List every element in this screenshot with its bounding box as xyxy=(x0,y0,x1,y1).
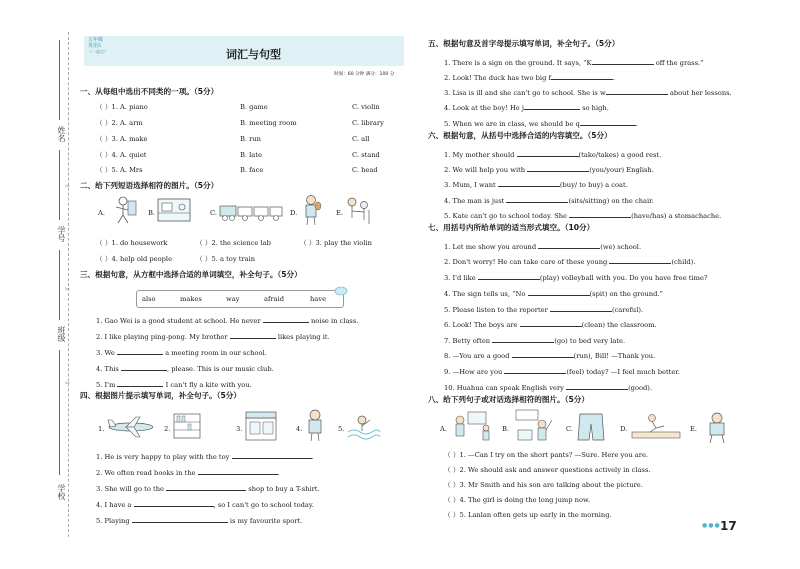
answer-blank[interactable] xyxy=(520,319,582,327)
answer-blank[interactable] xyxy=(134,499,214,507)
s8-pic-c-letter: C. xyxy=(566,425,574,433)
sidebar-write-line xyxy=(59,150,60,220)
answer-blank[interactable] xyxy=(566,382,628,390)
answer-blank[interactable] xyxy=(580,118,636,126)
s1-q4-b: B. late xyxy=(240,151,262,159)
cloud-icon xyxy=(334,284,348,296)
s2-pic-d-letter: D. xyxy=(290,209,298,217)
toy-train-picture xyxy=(218,202,284,222)
s3-line-2: 2. I like playing ping-pong. My brother likes playing it. xyxy=(96,333,330,341)
s2-pic-e-letter: E. xyxy=(336,209,344,217)
section-2-heading: 二、给下列短语选择相符的图片。（5分） xyxy=(80,181,219,190)
answer-blank[interactable] xyxy=(230,331,276,339)
s2-item-5: （ ）5. a toy train xyxy=(196,255,256,263)
s2-item-1: （ ）1. do housework xyxy=(96,239,168,247)
s4-pic-5-number: 5. xyxy=(338,425,345,433)
page-title: 词汇与句型 xyxy=(226,48,281,61)
s8-pic-a-letter: A. xyxy=(440,425,447,433)
s7-line-3: 3. I'd like (play) volleyball with you. Do you have free time? xyxy=(444,274,708,282)
answer-blank[interactable] xyxy=(506,195,568,203)
answer-blank[interactable] xyxy=(517,149,579,157)
answer-blank[interactable] xyxy=(117,379,163,387)
s5-line-2: 2. Look! The duck has two big f . xyxy=(444,74,616,82)
answer-blank[interactable] xyxy=(512,350,574,358)
s4-pic-1-number: 1. xyxy=(98,425,105,433)
s1-q2-a: （ ）2. A. arm xyxy=(96,119,143,127)
s2-pic-c-letter: C. xyxy=(210,209,218,217)
section-8-heading: 八、给下列句子或对话选择相符的图片。（5分） xyxy=(428,395,589,404)
violin-picture xyxy=(298,194,324,226)
time-score: 时间：60 分钟 满分：100 分 xyxy=(334,72,395,77)
s3-line-3: 3. We a meeting room in our school. xyxy=(96,349,267,357)
s6-line-4: 4. The man is just (sits/sitting) on the chair. xyxy=(444,197,654,205)
word-box-item: makes xyxy=(180,295,202,303)
father-son-picture-talk xyxy=(450,410,496,444)
clothes-shop-picture xyxy=(244,410,278,442)
s5-line-3: 3. Lisa is ill and she can't go to school. She is w about her lessons. xyxy=(444,89,732,97)
sidebar-write-line xyxy=(59,250,60,320)
sidebar-school-label: 学校 xyxy=(57,484,66,500)
s5-line-4: 4. Look at the boy! He j so high. xyxy=(444,104,609,112)
classroom-question-picture xyxy=(512,408,556,444)
word-box-item: also xyxy=(142,295,156,303)
s1-q5-c: C. head xyxy=(352,166,378,174)
s1-q2-b: B. meeting room xyxy=(240,119,297,127)
s8-item-1: （ ）1. —Can I try on the short pants? —Sure. Here you are. xyxy=(444,451,649,459)
s1-q5-b: B. face xyxy=(240,166,264,174)
short-pants-picture xyxy=(576,410,606,444)
s4-line-5: 5. Playing is my favourite sport. xyxy=(96,517,303,525)
s1-q3-c: C. all xyxy=(352,135,370,143)
section-4-heading: 四、根据图片提示填写单词，补全句子。（5分） xyxy=(80,391,241,400)
s5-line-5: 5. When we are in class, we should be q . xyxy=(444,120,638,128)
library-picture xyxy=(172,412,202,440)
s7-line-4: 4. The sign tells us, “No (spit) on the ground.” xyxy=(444,290,663,298)
s8-item-2: （ ）2. We should ask and answer questions actively in class. xyxy=(444,466,651,474)
s4-pic-2-number: 2. xyxy=(164,425,171,433)
s6-line-3: 3. Mum, I want (buy/ to buy) a coat. xyxy=(444,181,628,189)
s2-pic-a-letter: A. xyxy=(98,209,105,217)
page-number: 17 xyxy=(720,519,737,533)
section-6-heading: 六、根据句意，从括号中选择合适的内容填空。（5分） xyxy=(428,131,612,140)
s8-item-5: （ ）5. Lanlan often gets up early in the morning. xyxy=(444,511,612,519)
s1-q1-c: C. violin xyxy=(352,103,380,111)
word-box-item: afraid xyxy=(264,295,285,303)
s1-q3-b: B. run xyxy=(240,135,261,143)
word-box-item: have xyxy=(310,295,327,303)
s1-q5-a: （ ）5. A. Mrs xyxy=(96,166,143,174)
cut-mark-icon: ✂ xyxy=(65,286,71,293)
s3-line-5: 5. I'm I can't fly a kite with you. xyxy=(96,381,252,389)
s3-line-4: 4. This , please. This is our music club. xyxy=(96,365,274,373)
s2-item-3: （ ）3. play the violin xyxy=(300,239,372,247)
s4-line-1: 1. He is very happy to play with the toy . xyxy=(96,453,314,461)
s6-line-5: 5. Kate can't go to school today. She (have/has) a stomachache. xyxy=(444,212,722,220)
cut-mark-icon: ✂ xyxy=(65,380,71,387)
grade-tag: 五年级 英语5 （一起点） xyxy=(88,37,108,54)
s3-line-1: 1. Gao Wei is a good student at school. He never noise in class. xyxy=(96,317,359,325)
s7-line-5: 5. Please listen to the reporter (careful). xyxy=(444,306,644,314)
answer-blank[interactable] xyxy=(132,515,228,523)
s8-pic-e-letter: E. xyxy=(690,425,698,433)
s2-item-4: （ ）4. help old people xyxy=(96,255,173,263)
science-lab-picture xyxy=(156,197,192,223)
s5-line-1: 1. There is a sign on the ground. It says, “K off the grass.” xyxy=(444,59,704,67)
s1-q1-b: B. game xyxy=(240,103,268,111)
answer-blank[interactable] xyxy=(538,241,600,249)
s7-line-7: 7. Betty often (go) to bed very late. xyxy=(444,337,626,345)
section-1-heading: 一、从每组中选出不同类的一项。（5分） xyxy=(80,87,219,96)
s7-line-9: 9. —How are you (feel) today? —I feel much better. xyxy=(444,368,680,376)
swimming-picture xyxy=(346,410,382,442)
s7-line-10: 10. Huahua can speak English very (good). xyxy=(444,384,653,392)
answer-blank[interactable] xyxy=(569,210,631,218)
answer-blank[interactable] xyxy=(492,335,554,343)
answer-blank[interactable] xyxy=(504,366,566,374)
answer-blank[interactable] xyxy=(606,87,668,95)
section-5-heading: 五、根据句意及首字母提示填写单词，补全句子。（5分） xyxy=(428,39,620,48)
s8-pic-b-letter: B. xyxy=(502,425,510,433)
answer-blank[interactable] xyxy=(166,483,246,491)
s8-pic-d-letter: D. xyxy=(620,425,628,433)
answer-blank[interactable] xyxy=(263,315,309,323)
s2-pic-b-letter: B. xyxy=(148,209,156,217)
s4-pic-4-number: 4. xyxy=(296,425,303,433)
answer-blank[interactable] xyxy=(117,347,163,355)
answer-blank[interactable] xyxy=(498,179,560,187)
s1-q2-c: C. library xyxy=(352,119,384,127)
answer-blank[interactable] xyxy=(478,272,540,280)
answer-blank[interactable] xyxy=(524,102,580,110)
s8-item-4: （ ）4. The girl is doing the long jump now. xyxy=(444,496,591,504)
sick-boy-picture xyxy=(304,408,326,442)
wake-up-early-picture xyxy=(700,410,734,444)
cut-mark-icon: ✂ xyxy=(65,183,71,190)
answer-blank[interactable] xyxy=(198,467,278,475)
s1-q3-a: （ ）3. A. make xyxy=(96,135,148,143)
answer-blank[interactable] xyxy=(609,256,671,264)
s4-pic-3-number: 3. xyxy=(236,425,243,433)
sidebar-class-label: 班级 xyxy=(57,326,66,342)
s6-line-2: 2. We will help you with (you/your) English. xyxy=(444,166,654,174)
answer-blank[interactable] xyxy=(550,304,612,312)
answer-blank[interactable] xyxy=(551,72,613,80)
answer-blank[interactable] xyxy=(232,451,312,459)
help-old-people-picture xyxy=(344,196,372,226)
s7-line-2: 2. Don't worry! He can take care of these young (child). xyxy=(444,258,696,266)
sidebar-write-line xyxy=(59,350,60,475)
answer-blank[interactable] xyxy=(592,57,654,65)
answer-blank[interactable] xyxy=(121,363,167,371)
s4-line-2: 2. We often read books in the . xyxy=(96,469,280,477)
s4-line-3: 3. She will go to the shop to buy a T-shirt. xyxy=(96,485,320,493)
s7-line-1: 1. Let me show you around (we) school. xyxy=(444,243,642,251)
s7-line-8: 8. —You are a good (run), Bill! —Thank you. xyxy=(444,352,656,360)
long-jump-picture xyxy=(630,410,682,442)
s6-line-1: 1. My mother should (take/takes) a good rest. xyxy=(444,151,662,159)
section-3-heading: 三、根据句意，从方框中选择合适的单词填空，补全句子。（5分） xyxy=(80,270,302,279)
s1-q1-a: （ ）1. A. piano xyxy=(96,103,148,111)
sidebar-number-label: 学号 xyxy=(57,226,66,242)
sidebar-name-label: 姓名 xyxy=(57,126,66,142)
page-number-dots: ●●● xyxy=(702,522,721,529)
section-7-heading: 七、用括号内所给单词的适当形式填空。（10分） xyxy=(428,223,595,232)
s4-line-4: 4. I have a , so I can't go to school today. xyxy=(96,501,314,509)
sidebar-write-line xyxy=(59,40,60,120)
airplane-picture xyxy=(106,414,156,440)
answer-blank[interactable] xyxy=(528,288,590,296)
s7-line-6: 6. Look! The boys are (clean) the classroom. xyxy=(444,321,657,329)
housework-picture xyxy=(108,195,138,225)
s1-q4-c: C. stand xyxy=(352,151,380,159)
answer-blank[interactable] xyxy=(527,164,589,172)
s1-q4-a: （ ）4. A. quiet xyxy=(96,151,147,159)
word-box-item: way xyxy=(226,295,240,303)
s2-item-2: （ ）2. the science lab xyxy=(196,239,271,247)
s8-item-3: （ ）3. Mr Smith and his son are talking about the picture. xyxy=(444,481,643,489)
